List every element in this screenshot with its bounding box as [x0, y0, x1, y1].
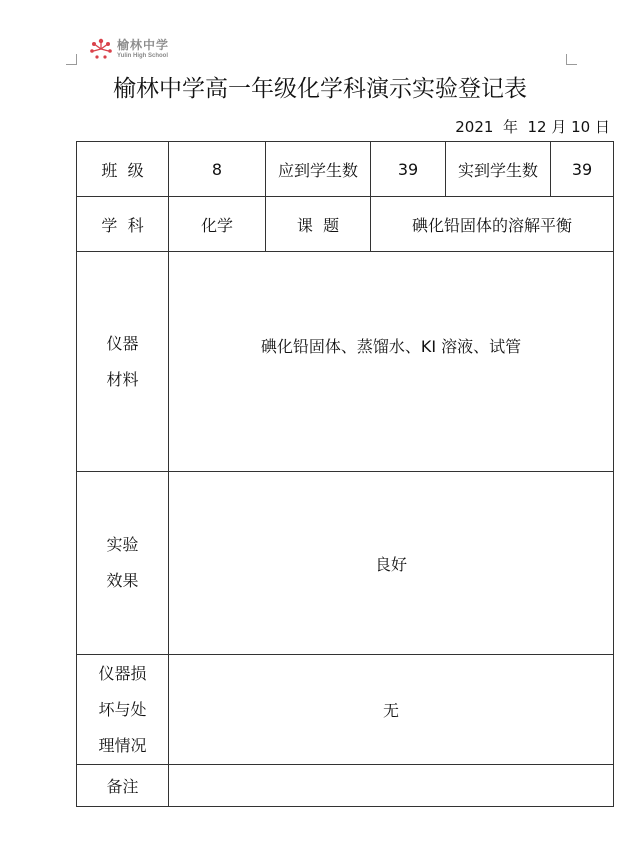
effect-label-line2: 效果 — [106, 571, 139, 590]
topic-label: 课 题 — [266, 197, 371, 252]
effect-value: 良好 — [169, 472, 614, 655]
expected-students-label: 应到学生数 — [266, 142, 371, 197]
class-value: 8 — [169, 142, 266, 197]
crop-mark-top-right — [566, 54, 577, 65]
damage-label-line1: 仪器损 — [98, 663, 147, 683]
materials-label — [77, 252, 169, 472]
class-label: 班 级 — [77, 142, 169, 197]
logo-chinese-text: 榆林中学 — [117, 38, 170, 52]
actual-students-value: 39 — [551, 142, 614, 197]
damage-label-line2: 坏与处 — [98, 699, 147, 719]
actual-students-label: 实到学生数 — [446, 142, 551, 197]
effect-label — [77, 472, 169, 655]
registration-table — [76, 141, 614, 807]
damage-value: 无 — [169, 655, 614, 765]
expected-students-value: 39 — [371, 142, 446, 197]
subject-value: 化学 — [169, 197, 266, 252]
table-row-materials — [77, 252, 614, 472]
school-logo — [88, 36, 169, 62]
document-date: 2021 年 12 月 10 日 — [455, 118, 610, 136]
table-row-class — [77, 142, 614, 197]
remarks-value — [169, 765, 614, 807]
table-row-subject — [77, 197, 614, 252]
materials-label-line2: 材料 — [106, 369, 139, 389]
table-row-remarks — [77, 765, 614, 807]
materials-label-line1: 仪器 — [106, 333, 139, 353]
logo-english-text: Yulin High School — [117, 53, 168, 59]
school-emblem-icon — [88, 36, 114, 62]
topic-value: 碘化铅固体的溶解平衡 — [371, 197, 614, 252]
remarks-label: 备注 — [77, 765, 169, 807]
document-title: 榆林中学高一年级化学科演示实验登记表 — [113, 76, 527, 102]
damage-label-line3: 理情况 — [98, 735, 147, 755]
table-row-effect — [77, 472, 614, 655]
crop-mark-top-left — [66, 54, 77, 65]
effect-label-line1: 实验 — [106, 535, 139, 554]
damage-label — [77, 655, 169, 765]
table-row-damage — [77, 655, 614, 765]
subject-label: 学 科 — [77, 197, 169, 252]
materials-value: 碘化铅固体、蒸馏水、KI 溶液、试管 — [169, 252, 614, 472]
